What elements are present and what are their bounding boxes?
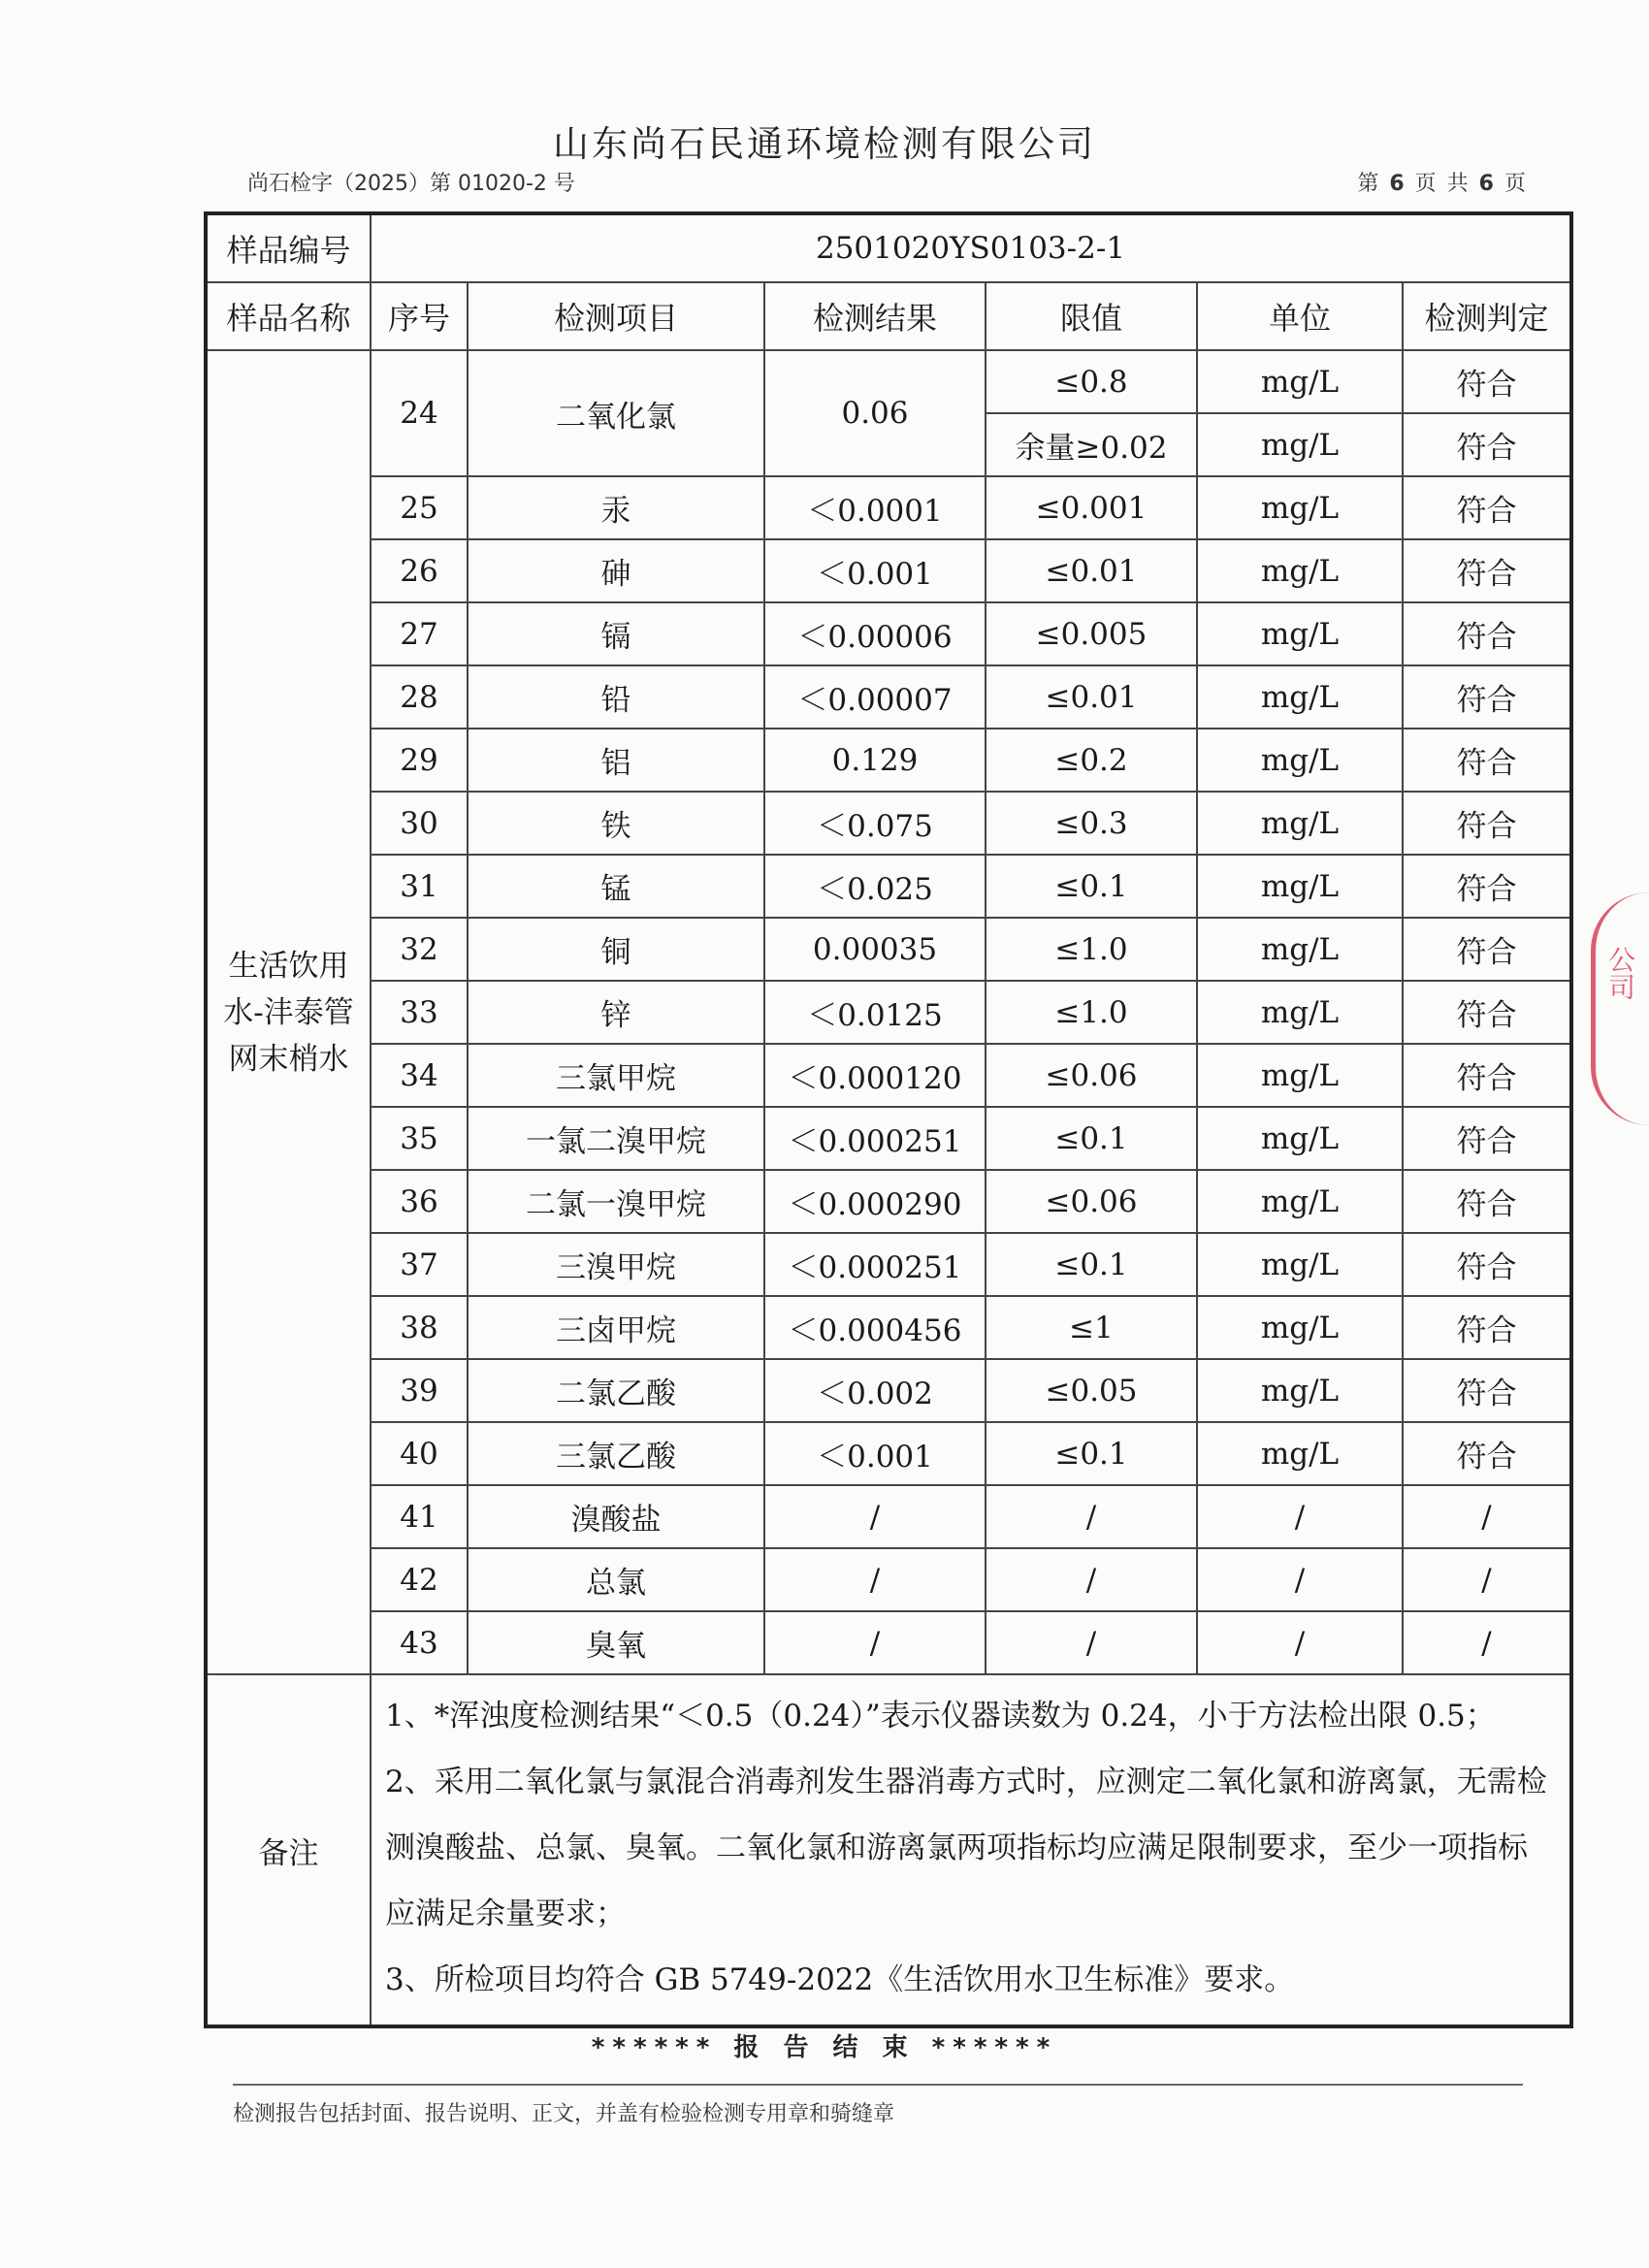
sample-name: 生活饮用水-沣泰管网末梢水	[206, 350, 371, 1674]
column-header-row	[206, 282, 1571, 350]
row-unit: mg/L	[1197, 792, 1403, 855]
row-limit: ≤0.001	[986, 476, 1197, 539]
row-unit: mg/L	[1197, 1233, 1403, 1296]
note-line: 2、采用二氧化氯与氯混合消毒剂发生器消毒方式时，应测定二氧化氯和游离氯，无需检测溴酸盐、总氯、臭氧。二氧化氯和游离氯两项指标均应满足限制要求，至少一项指标应满足余量要求；	[385, 1765, 1547, 1931]
row-result: ＜0.0001	[764, 476, 986, 539]
table-row	[206, 665, 1571, 729]
row-result: ＜0.025	[764, 855, 986, 918]
row-no: 35	[371, 1107, 468, 1170]
row-item: 铜	[468, 918, 764, 981]
row-unit: mg/L	[1197, 665, 1403, 729]
row-result: ＜0.0125	[764, 981, 986, 1044]
row-item: 汞	[468, 476, 764, 539]
page-current: 6	[1389, 172, 1406, 196]
table-row	[206, 1611, 1571, 1674]
row-result: ＜0.075	[764, 792, 986, 855]
row-limit: ≤0.01	[986, 665, 1197, 729]
table-row	[206, 1044, 1571, 1107]
row-unit: mg/L	[1197, 1170, 1403, 1233]
company-name: 山东尚石民通环境检测有限公司	[553, 123, 1096, 165]
row-item: 二氯一溴甲烷	[468, 1170, 764, 1233]
row-item: 三卤甲烷	[468, 1296, 764, 1359]
row-result: 0.00035	[764, 918, 986, 981]
row-judgement: 符合	[1403, 1044, 1571, 1107]
seal-stamp	[1591, 892, 1649, 1125]
row-no: 36	[371, 1170, 468, 1233]
row-item: 三溴甲烷	[468, 1233, 764, 1296]
row-judgement: 符合	[1403, 855, 1571, 918]
row-unit: mg/L	[1197, 476, 1403, 539]
table-row	[206, 855, 1571, 918]
table-row	[206, 602, 1571, 665]
table-row	[206, 476, 1571, 539]
footer-note: 检测报告包括封面、报告说明、正文，并盖有检验检测专用章和骑缝章	[233, 2102, 895, 2126]
row-limit: ≤0.01	[986, 539, 1197, 602]
table-row	[206, 1422, 1571, 1485]
row-unit: mg/L	[1197, 350, 1403, 413]
row-limit: ≤0.3	[986, 792, 1197, 855]
row-no: 31	[371, 855, 468, 918]
table-row	[206, 1233, 1571, 1296]
row-result: 0.129	[764, 729, 986, 792]
row-unit: mg/L	[1197, 539, 1403, 602]
table-row	[206, 729, 1571, 792]
notes-label: 备注	[206, 1674, 371, 2026]
row-no: 40	[371, 1422, 468, 1485]
row-limit: ≤0.1	[986, 855, 1197, 918]
row-item: 铁	[468, 792, 764, 855]
row-limit: /	[986, 1548, 1197, 1611]
row-limit: ≤0.1	[986, 1233, 1197, 1296]
row-unit: mg/L	[1197, 1359, 1403, 1422]
row-item: 二氯乙酸	[468, 1359, 764, 1422]
row-limit: ≤0.1	[986, 1107, 1197, 1170]
row-unit: mg/L	[1197, 1296, 1403, 1359]
row-limit: /	[986, 1485, 1197, 1548]
row-item: 锌	[468, 981, 764, 1044]
row-unit: mg/L	[1197, 1044, 1403, 1107]
results-table	[204, 211, 1573, 2028]
seal-stamp-text: 公司	[1604, 946, 1636, 1000]
row-result: ＜0.000251	[764, 1233, 986, 1296]
row-unit: /	[1197, 1485, 1403, 1548]
page-total: 6	[1478, 172, 1496, 196]
row-no: 32	[371, 918, 468, 981]
row-result: ＜0.000120	[764, 1044, 986, 1107]
row-limit: ≤0.2	[986, 729, 1197, 792]
row-no: 37	[371, 1233, 468, 1296]
row-limit: ≤0.06	[986, 1170, 1197, 1233]
row-result: /	[764, 1548, 986, 1611]
row-item: 总氯	[468, 1548, 764, 1611]
row-judgement: 符合	[1403, 792, 1571, 855]
row-judgement: 符合	[1403, 1296, 1571, 1359]
row-unit: mg/L	[1197, 855, 1403, 918]
row-unit: /	[1197, 1611, 1403, 1674]
sample-id-value: 2501020YS0103-2-1	[371, 213, 1571, 282]
row-result: ＜0.002	[764, 1359, 986, 1422]
page-label-pre: 第	[1357, 172, 1381, 196]
col-header-item: 检测项目	[468, 282, 764, 350]
report-end-mark: ****** 报 告 结 束 ******	[591, 2033, 1058, 2062]
row-result: ＜0.000456	[764, 1296, 986, 1359]
table-row	[206, 792, 1571, 855]
row-limit: ≤0.1	[986, 1422, 1197, 1485]
row-item: 溴酸盐	[468, 1485, 764, 1548]
row-item: 铝	[468, 729, 764, 792]
row-judgement: 符合	[1403, 413, 1571, 476]
col-header-judgement: 检测判定	[1403, 282, 1571, 350]
row-item: 镉	[468, 602, 764, 665]
row-item: 铅	[468, 665, 764, 729]
col-header-no: 序号	[371, 282, 468, 350]
row-no: 34	[371, 1044, 468, 1107]
row-no: 30	[371, 792, 468, 855]
row-limit: ≤0.8	[986, 350, 1197, 413]
row-judgement: 符合	[1403, 602, 1571, 665]
row-no: 43	[371, 1611, 468, 1674]
row-unit: /	[1197, 1548, 1403, 1611]
table-row	[206, 1359, 1571, 1422]
row-judgement: 符合	[1403, 350, 1571, 413]
row-no: 39	[371, 1359, 468, 1422]
row-item: 二氧化氯	[468, 350, 764, 476]
row-judgement: /	[1403, 1485, 1571, 1548]
notes-content	[371, 1674, 1571, 2026]
row-no: 27	[371, 602, 468, 665]
row-judgement: /	[1403, 1611, 1571, 1674]
page-label-post: 页	[1504, 172, 1528, 196]
col-header-result: 检测结果	[764, 282, 986, 350]
note-line: 3、所检项目均符合 GB 5749-2022《生活饮用水卫生标准》要求。	[385, 1962, 1295, 1997]
row-limit: ≤1.0	[986, 981, 1197, 1044]
row-item: 锰	[468, 855, 764, 918]
table-row	[206, 981, 1571, 1044]
table-row	[206, 1548, 1571, 1611]
row-limit: ≤1	[986, 1296, 1197, 1359]
table-row	[206, 1485, 1571, 1548]
row-result: ＜0.00007	[764, 665, 986, 729]
row-unit: mg/L	[1197, 1107, 1403, 1170]
footer-divider	[233, 2084, 1523, 2086]
table-row	[206, 1296, 1571, 1359]
row-judgement: 符合	[1403, 1359, 1571, 1422]
row-unit: mg/L	[1197, 918, 1403, 981]
row-no: 24	[371, 350, 468, 476]
row-result: ＜0.001	[764, 1422, 986, 1485]
row-judgement: 符合	[1403, 1170, 1571, 1233]
row-item: 臭氧	[468, 1611, 764, 1674]
page-label-mid: 页 共	[1414, 172, 1471, 196]
row-limit: ≤0.05	[986, 1359, 1197, 1422]
note-line: 1、*浑浊度检测结果“＜0.5（0.24）”表示仪器读数为 0.24，小于方法检出限 0.5；	[385, 1699, 1496, 1733]
row-result: /	[764, 1611, 986, 1674]
row-result: ＜0.001	[764, 539, 986, 602]
row-item: 三氯乙酸	[468, 1422, 764, 1485]
row-judgement: 符合	[1403, 1107, 1571, 1170]
row-unit: mg/L	[1197, 602, 1403, 665]
row-judgement: 符合	[1403, 981, 1571, 1044]
row-judgement: /	[1403, 1548, 1571, 1611]
row-judgement: 符合	[1403, 1233, 1571, 1296]
col-header-sample-name: 样品名称	[206, 282, 371, 350]
table-row	[206, 539, 1571, 602]
row-no: 25	[371, 476, 468, 539]
row-result: ＜0.000290	[764, 1170, 986, 1233]
table-row	[206, 1170, 1571, 1233]
sample-id-label: 样品编号	[206, 213, 371, 282]
row-no: 29	[371, 729, 468, 792]
row-result: ＜0.00006	[764, 602, 986, 665]
row-no: 42	[371, 1548, 468, 1611]
row-no: 28	[371, 665, 468, 729]
row-limit: ≤0.005	[986, 602, 1197, 665]
row-item: 砷	[468, 539, 764, 602]
row-unit: mg/L	[1197, 1422, 1403, 1485]
row-result: ＜0.000251	[764, 1107, 986, 1170]
row-no: 26	[371, 539, 468, 602]
row-item: 一氯二溴甲烷	[468, 1107, 764, 1170]
row-no: 38	[371, 1296, 468, 1359]
row-judgement: 符合	[1403, 729, 1571, 792]
table-row	[206, 918, 1571, 981]
col-header-limit: 限值	[986, 282, 1197, 350]
row-judgement: 符合	[1403, 918, 1571, 981]
row-no: 41	[371, 1485, 468, 1548]
row-judgement: 符合	[1403, 1422, 1571, 1485]
row-no: 33	[371, 981, 468, 1044]
row-judgement: 符合	[1403, 539, 1571, 602]
row-judgement: 符合	[1403, 476, 1571, 539]
row-result: /	[764, 1485, 986, 1548]
row-result: 0.06	[764, 350, 986, 476]
row-limit: ≤1.0	[986, 918, 1197, 981]
table-row	[206, 350, 1571, 413]
row-unit: mg/L	[1197, 413, 1403, 476]
row-item: 三氯甲烷	[468, 1044, 764, 1107]
row-limit: 余量≥0.02	[986, 413, 1197, 476]
col-header-unit: 单位	[1197, 282, 1403, 350]
page-indicator	[1357, 167, 1528, 197]
row-unit: mg/L	[1197, 729, 1403, 792]
notes-row	[206, 1674, 1571, 2026]
report-number: 尚石检字（2025）第 01020-2 号	[247, 172, 575, 196]
table-row	[206, 1107, 1571, 1170]
row-limit: /	[986, 1611, 1197, 1674]
row-limit: ≤0.06	[986, 1044, 1197, 1107]
row-judgement: 符合	[1403, 665, 1571, 729]
sample-id-row	[206, 213, 1571, 282]
row-unit: mg/L	[1197, 981, 1403, 1044]
